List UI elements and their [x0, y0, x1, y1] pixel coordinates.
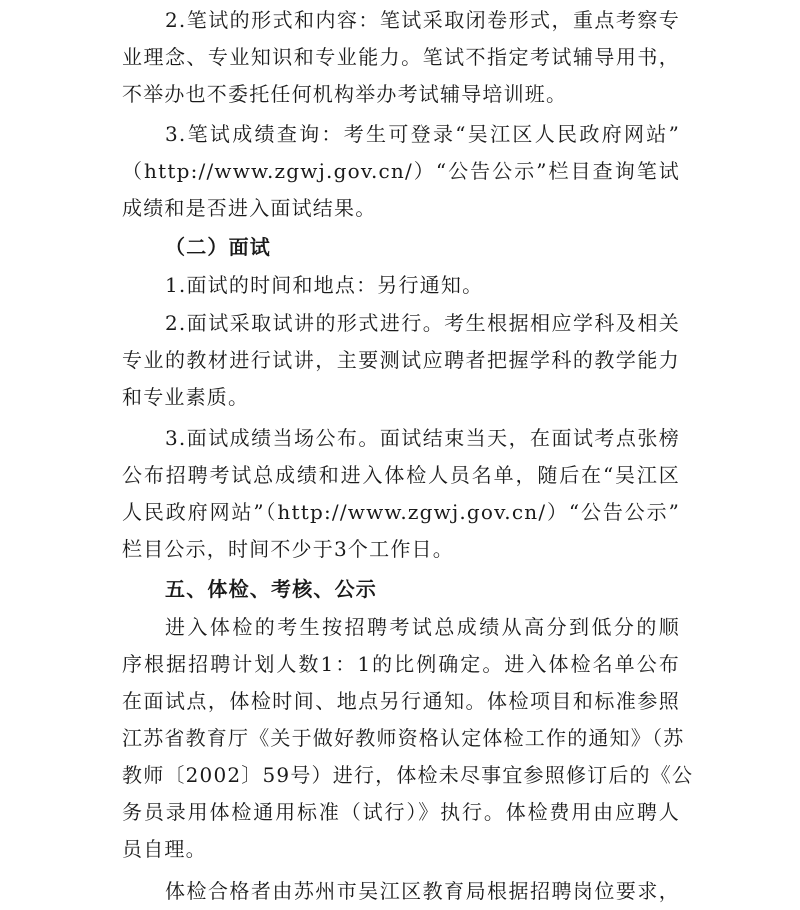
text-line: 2.面试采取试讲的形式进行。考生根据相应学科及相关	[165, 311, 680, 335]
section-heading: 五、体检、考核、公示	[165, 577, 377, 601]
text-line: 2.笔试的形式和内容：笔试采取闭卷形式，重点考察专	[165, 8, 680, 32]
text-line: 不举办也不委托任何机构举办考试辅导培训班。	[122, 82, 568, 106]
interview-item-3	[122, 420, 680, 568]
section-heading: （二）面试	[165, 235, 271, 259]
text-line: 1.面试的时间和地点：另行通知。	[165, 273, 484, 297]
text-line: 和专业素质。	[122, 385, 250, 409]
text-line: 栏目公示，时间不少于3个工作日。	[122, 537, 454, 561]
text-line: 进入体检的考生按招聘考试总成绩从高分到低分的顺	[165, 615, 680, 639]
text-line: 在面试点，体检时间、地点另行通知。体检项目和标准参照	[122, 689, 680, 713]
text-line: 3.面试成绩当场公布。面试结束当天，在面试考点张榜	[165, 426, 680, 450]
text-line: 专业的教材进行试讲，主要测试应聘者把握学科的教学能力	[122, 348, 680, 372]
text-line: 江苏省教育厅《关于做好教师资格认定体检工作的通知》（苏	[122, 726, 685, 750]
text-line: 务员录用体检通用标准（试行）》执行。体检费用由应聘人	[122, 800, 680, 824]
text-line: 公布招聘考试总成绩和进入体检人员名单，随后在“吴江区	[122, 463, 680, 487]
text-line: 3.笔试成绩查询：考生可登录“吴江区人民政府网站”	[165, 122, 680, 146]
section-5-heading	[122, 571, 680, 608]
interview-heading	[122, 229, 680, 266]
written-exam-item-3	[122, 116, 680, 227]
interview-item-2	[122, 305, 680, 416]
text-line: 成绩和是否进入面试结果。	[122, 196, 377, 220]
interview-item-1	[122, 267, 680, 304]
text-line: （http://www.zgwj.gov.cn/）“公告公示”栏目查询笔试	[122, 159, 680, 183]
text-line: 员自理。	[122, 837, 207, 861]
written-exam-item-2	[122, 2, 680, 113]
section-5-paragraph-1	[122, 609, 694, 868]
text-line: 体检合格者由苏州市吴江区教育局根据招聘岗位要求，	[165, 879, 680, 903]
text-line: 教师〔2002〕59号）进行，体检未尽事宜参照修订后的《公	[122, 763, 694, 787]
text-line: 序根据招聘计划人数1：1的比例确定。进入体检名单公布	[122, 652, 680, 676]
text-line: 人民政府网站”（http://www.zgwj.gov.cn/）“公告公示”	[122, 500, 680, 524]
section-5-paragraph-2	[122, 873, 680, 910]
text-line: 业理念、专业知识和专业能力。笔试不指定考试辅导用书，	[122, 45, 680, 69]
